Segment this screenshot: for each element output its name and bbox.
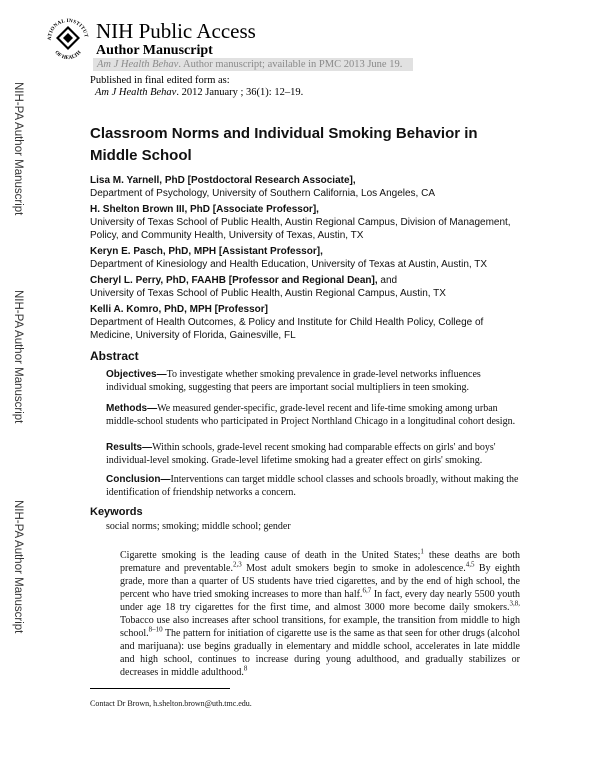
reference-superscript: 8 xyxy=(243,664,248,673)
author-affiliation: Department of Kinesiology and Health Education, University of Texas at Austin, Austin, TX xyxy=(90,259,488,270)
header-citation-journal: Am J Health Behav xyxy=(97,59,179,70)
conclusion-label: Conclusion— xyxy=(106,474,171,485)
author-block xyxy=(90,203,520,242)
conclusion-text: Interventions can target middle school classes and schools broadly, without making the identification of friendship networks a concern. xyxy=(106,474,519,498)
objectives-text: To investigate whether smoking prevalence in grade-level networks influences individual smoking, suggesting that peers are important social multipliers in teen smoking. xyxy=(106,369,481,393)
abstract-conclusion xyxy=(106,473,520,499)
body-paragraph xyxy=(120,549,520,679)
author-name: Cheryl L. Perry, PhD, FAAHB [Professor and Regional Dean], xyxy=(90,275,378,286)
author-name: Keryn E. Pasch, PhD, MPH [Assistant Professor], xyxy=(90,246,323,257)
side-banner-3: NIH-PA Author Manuscript xyxy=(12,500,24,634)
svg-text:OF HEALTH xyxy=(53,50,82,61)
abstract-results xyxy=(106,441,520,467)
nih-seal-logo xyxy=(43,14,93,64)
header-citation-rest: . Author manuscript; available in PMC 2013 June 19. xyxy=(178,59,403,70)
publication-issue: . 2012 January ; 36(1): 12–19. xyxy=(176,87,304,98)
body-sentence: Tobacco use also increases after school transitions, for example, the transition from middle to high school. xyxy=(120,615,520,639)
results-text: Within schools, grade-level recent smoking had comparable effects on girls' and boys' individual-level smoking. Grade-level lifetime smoking had a greater effect on girls' smoking. xyxy=(106,442,496,466)
author-name: H. Shelton Brown III, PhD [Associate Professor], xyxy=(90,204,319,215)
publication-journal: Am J Health Behav xyxy=(95,87,177,98)
header-title: NIH Public Access xyxy=(96,19,256,43)
body-sentence: Most adult smokers begin to smoke in adolescence. xyxy=(241,563,466,574)
body-sentence: In fact, every day nearly 5500 youth under age 18 try cigarettes for the first time, and almost 3000 more become daily smokers. xyxy=(120,589,520,613)
side-banner-1: NIH-PA Author Manuscript xyxy=(12,82,24,216)
author-affiliation: University of Texas School of Public Health, Austin Regional Campus, Division of Management, Policy, and Community Health, University of Texas, Austin, TX xyxy=(90,217,511,241)
header-subtitle: Author Manuscript xyxy=(96,43,213,58)
author-block xyxy=(90,245,520,271)
body-sentence: these deaths are both premature and preventable. xyxy=(120,550,520,574)
body-sentence: Cigarette smoking is the leading cause of death in the United States; xyxy=(120,550,421,561)
author-affiliation: Department of Health Outcomes, & Policy and Institute for Child Health Policy, College of Medicine, University of Florida, Gainesville, FL xyxy=(90,317,484,341)
author-affiliation: Department of Psychology, University of Southern California, Los Angeles, CA xyxy=(90,188,435,199)
abstract-methods xyxy=(106,402,520,428)
published-in-label: Published in final edited form as: xyxy=(90,75,230,86)
keywords-heading: Keywords xyxy=(90,506,143,518)
publication-details xyxy=(95,87,303,98)
side-banner-2: NIH-PA Author Manuscript xyxy=(12,290,24,424)
author-affiliation: University of Texas School of Public Health, Austin Regional Campus, Austin, TX xyxy=(90,288,446,299)
reference-superscript: 8–10 xyxy=(148,625,163,634)
reference-superscript: 1 xyxy=(420,547,424,556)
seal-text-bottom: OF HEALTH xyxy=(53,49,83,62)
methods-label: Methods— xyxy=(106,403,158,414)
reference-superscript: 3,8, xyxy=(509,599,520,608)
author-block xyxy=(90,303,520,342)
abstract-objectives xyxy=(106,368,520,394)
seal-text-top: ATIONAL INSTITUT xyxy=(46,17,89,41)
author-name: Kelli A. Komro, PhD, MPH [Professor] xyxy=(90,304,268,315)
body-sentence: By eighth grade, more than a quarter of US students have tried cigarettes, and by the end of high school, the percent who have tried smoking increases to more than half. xyxy=(120,563,520,600)
reference-superscript: 2,3 xyxy=(232,560,242,569)
abstract-heading: Abstract xyxy=(90,349,139,363)
results-label: Results— xyxy=(106,442,153,453)
author-block xyxy=(90,274,520,300)
reference-superscript: 4,5 xyxy=(465,560,475,569)
header-citation xyxy=(97,59,402,70)
keywords-text: social norms; smoking; middle school; gender xyxy=(106,521,291,532)
footnote-divider xyxy=(90,688,230,689)
objectives-label: Objectives— xyxy=(106,369,167,380)
methods-text: We measured gender-specific, grade-level recent and life-time smoking among urban middle-school students who participated in Project Northland Chicago in a longitudinal cohort design. xyxy=(106,403,516,427)
author-name-suffix: and xyxy=(377,275,398,286)
footnote-contact: Contact Dr Brown, h.shelton.brown@uth.tmc.edu. xyxy=(90,699,252,708)
reference-superscript: 6,7 xyxy=(362,586,372,595)
body-sentence: The pattern for initiation of cigarette use is the same as that seen for other drugs (alcohol and marijuana): use begins gradually in elementary and middle school, accelerates in late middle and high school, continues to increase during young adulthood, and gradually stabilizes or decreases in middle adulthood. xyxy=(120,628,520,678)
article-title: Classroom Norms and Individual Smoking Behavior in Middle School xyxy=(90,125,478,164)
author-block xyxy=(90,174,520,200)
author-name: Lisa M. Yarnell, PhD [Postdoctoral Research Associate], xyxy=(90,175,356,186)
